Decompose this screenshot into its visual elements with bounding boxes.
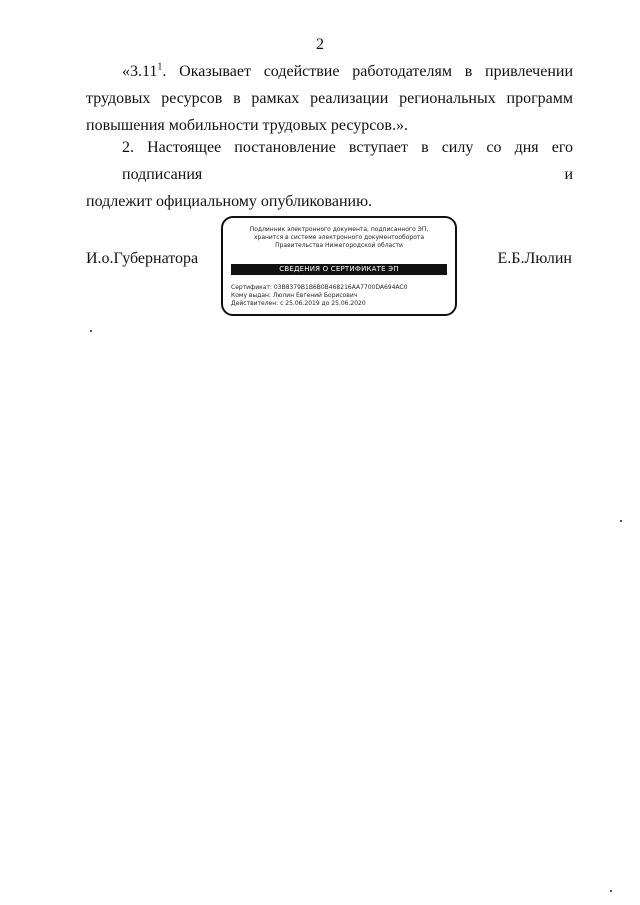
scan-speck xyxy=(90,330,92,332)
issued-to-value: Люлин Евгений Борисович xyxy=(272,292,358,299)
stamp-header-line-3: Правительства Нижегородской области xyxy=(275,242,403,249)
issued-to-row xyxy=(231,292,407,300)
paragraph-entry-into-force xyxy=(86,134,573,215)
stamp-details xyxy=(231,284,407,308)
paragraph-amendment-line-1 xyxy=(86,58,573,85)
issued-to-label: Кому выдан: xyxy=(231,292,271,299)
electronic-signature-stamp xyxy=(221,216,457,316)
stamp-title: СВЕДЕНИЯ О СЕРТИФИКАТЕ ЭП xyxy=(231,264,447,275)
signer-name: Е.Б.Люлин xyxy=(497,250,572,267)
stamp-header-line-2: хранится в системе электронного документооборота xyxy=(253,234,425,241)
clause-text-start: . Оказывает содействие работодателям в привлечении xyxy=(162,63,573,80)
scan-speck xyxy=(620,520,622,522)
certificate-label: Сертификат: xyxy=(231,284,272,291)
paragraph-amendment-line-3: повышения мобильности трудовых ресурсов.». xyxy=(86,117,408,134)
certificate-row xyxy=(231,284,407,292)
scan-speck xyxy=(610,890,612,892)
valid-value: с 25.06.2019 до 25.06.2020 xyxy=(280,300,366,307)
valid-row xyxy=(231,300,407,308)
certificate-value: 03B8379B1B6B0B468216AA7700DA694AC0 xyxy=(273,284,408,291)
stamp-header xyxy=(223,226,455,250)
paragraph-entry-line-1: 2. Настоящее постановление вступает в силу со дня его подписания и xyxy=(122,139,573,183)
paragraph-amendment xyxy=(86,58,573,139)
paragraph-amendment-line-2: трудовых ресурсов в рамках реализации региональных программ xyxy=(86,90,573,107)
valid-label: Действителен: xyxy=(231,300,279,307)
stamp-header-line-1: Подлинник электронного документа, подписанного ЭП, xyxy=(249,226,429,233)
paragraph-entry-line-2: подлежит официальному опубликованию. xyxy=(86,193,373,210)
page-number: 2 xyxy=(316,36,324,53)
clause-number: «3.11 xyxy=(122,63,158,80)
signer-position: И.о.Губернатора xyxy=(86,250,199,267)
clause-superscript: 1 xyxy=(157,61,163,73)
